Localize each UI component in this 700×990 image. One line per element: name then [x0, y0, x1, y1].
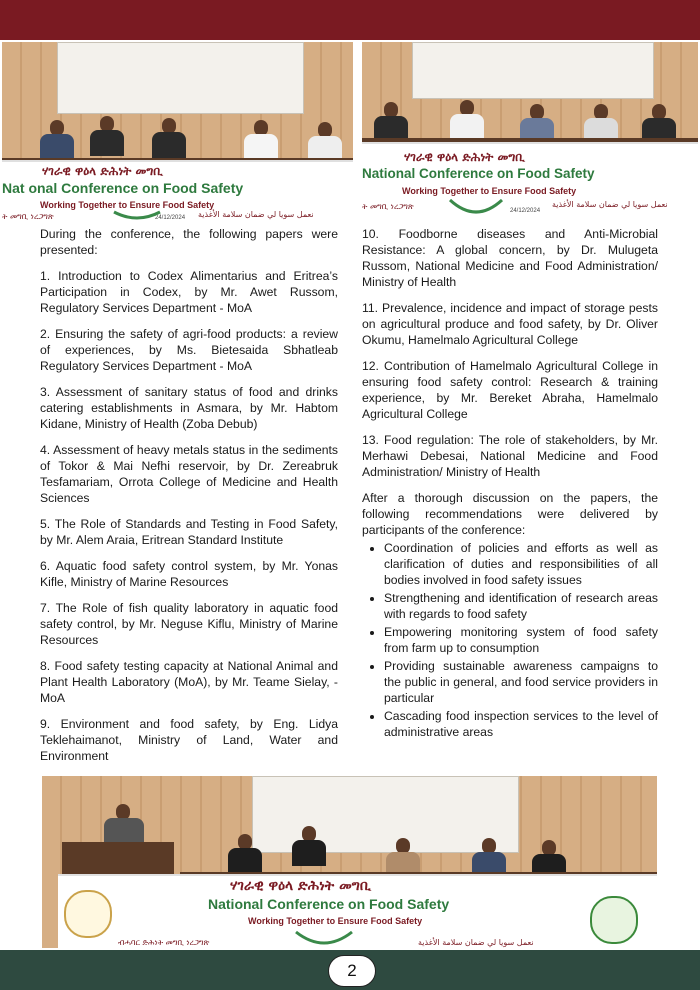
banner-date: 24/12/2024	[510, 208, 541, 214]
paper-item: 6. Aquatic food safety control system, by Mr. Yonas Kifle, Ministry of Marine Resources	[40, 559, 338, 589]
paper-item: 13. Food regulation: The role of stakeholders, by Mr. Merhawi Debesai, National Medicine and Food Administration/ Ministry of Health	[362, 433, 658, 479]
paper-item: 9. Environment and food safety, by Eng. Lidya Teklehaimanot, Ministry of Land, Water and Environment	[40, 717, 338, 763]
photo-top-left	[2, 42, 353, 221]
paper-item: 3. Assessment of sanitary status of food and drinks catering establishments in Asmara, by Mr. Habtom Kidane, Ministry of Health (Zoba Debub)	[40, 385, 338, 431]
banner-tigrinya-title: ሃገራዊ ዋዕላ ድሕነት መግቢ	[404, 150, 525, 164]
photo-bottom	[42, 776, 657, 948]
paper-item: 8. Food safety testing capacity at National Animal and Plant Health Laboratory (MoA), by Mr. Teame Sielay, - MoA	[40, 659, 338, 705]
recommendation-item: • Providing sustainable awareness campaigns to the public in general, and food service providers in particular	[384, 658, 658, 706]
recommendation-item: • Strengthening and identification of research areas with regards to food safety	[384, 590, 658, 622]
paper-item: 12. Contribution of Hamelmalo Agricultural College in ensuring food safety control: Research & training experience, by Mr. Bereket Abraha, Hamelmalo Agricultural College	[362, 359, 658, 421]
paper-item: 5. The Role of Standards and Testing in Food Safety, by Mr. Alem Araia, Eritrean Standard Institute	[40, 517, 338, 547]
paper-item: 10. Foodborne diseases and Anti-Microbial Resistance: A global concern, by Dr. Mulugeta Russom, National Medicine and Food Administration/ Ministry of Health	[362, 227, 658, 289]
paper-item: 2. Ensuring the safety of agri-food products: a review of experiences, by Ms. Bietesaida Sbhatleab Regulatory Services Department - MoA	[40, 327, 338, 373]
banner-english-title: Nat onal Conference on Food Safety	[2, 180, 244, 196]
banner-tigrinya-side: ት መግቢ ነረጋግጽ	[2, 212, 54, 221]
recommendations-list	[362, 540, 658, 740]
banner-subtitle: Working Together to Ensure Food Safety	[402, 186, 577, 196]
wheat-leaf-icon	[294, 930, 354, 948]
banner-date: 24/12/2024	[155, 215, 186, 221]
paper-item: 7. The Role of fish quality laboratory in aquatic food safety control, by Mr. Neguse Kiflu, Ministry of Marine Resources	[40, 601, 338, 647]
right-column	[362, 226, 658, 742]
banner-tigrinya-side: ት መግቢ ነረጋግጽ	[362, 202, 414, 211]
camel-emblem-icon	[64, 890, 112, 938]
banner-tigrinya-side: ብሓባር ድሕነት መግቢ ነረጋግጽ	[118, 938, 210, 947]
paper-item: 4. Assessment of heavy metals status in the sediments of Tokor & Mai Nefhi reservoir, by Dr. Zereabruk Tesfamariam, Orrota College of Medicine and Health Sciences	[40, 443, 338, 505]
banner-english-title: National Conference on Food Safety	[208, 896, 450, 912]
page-number: 2	[328, 955, 376, 987]
banner-arabic-side: نعمل سويا لي ضمان سلامة الأغذية	[418, 938, 534, 947]
ministry-logo-icon	[590, 896, 638, 944]
recommendation-item: • Coordination of policies and efforts as well as clarification of duties and responsibilities of all bodies involved in food safety issues	[384, 540, 658, 588]
photo-top-right	[362, 42, 698, 217]
podium	[62, 842, 174, 874]
banner-tigrinya-title: ሃገራዊ ዋዕላ ድሕነት መግቢ	[230, 878, 371, 894]
recommendation-item: • Cascading food inspection services to the level of administrative areas	[384, 708, 658, 740]
header-bar	[0, 0, 700, 40]
papers-intro: During the conference, the following papers were presented:	[40, 227, 338, 257]
banner-tigrinya-title: ሃገራዊ ዋዕላ ድሕነት መግቢ	[42, 164, 163, 178]
wheat-leaf-icon	[448, 198, 504, 218]
left-column	[40, 226, 338, 774]
banner-subtitle: Working Together to Ensure Food Safety	[40, 200, 215, 210]
recommendation-item: • Empowering monitoring system of food safety from farm up to consumption	[384, 624, 658, 656]
banner-arabic-side: نعمل سويا لي ضمان سلامة الأغذية	[198, 210, 314, 219]
banner-arabic-side: نعمل سويا لي ضمان سلامة الأغذية	[552, 200, 668, 209]
banner-subtitle: Working Together to Ensure Food Safety	[248, 916, 423, 926]
paper-item: 11. Prevalence, incidence and impact of storage pests on agricultural produce and food safety, by Dr. Oliver Okumu, Hamelmalo Agricultural College	[362, 301, 658, 347]
recommendations-intro: After a thorough discussion on the papers, the following recommendations were delivered by participants of the conference:	[362, 491, 658, 537]
wheat-leaf-icon	[112, 210, 162, 222]
paper-item: 1. Introduction to Codex Alimentarius and Eritrea’s Participation in Codex, by Mr. Awet Russom, Regulatory Services Department - MoA	[40, 269, 338, 315]
banner-english-title: National Conference on Food Safety	[362, 166, 595, 181]
